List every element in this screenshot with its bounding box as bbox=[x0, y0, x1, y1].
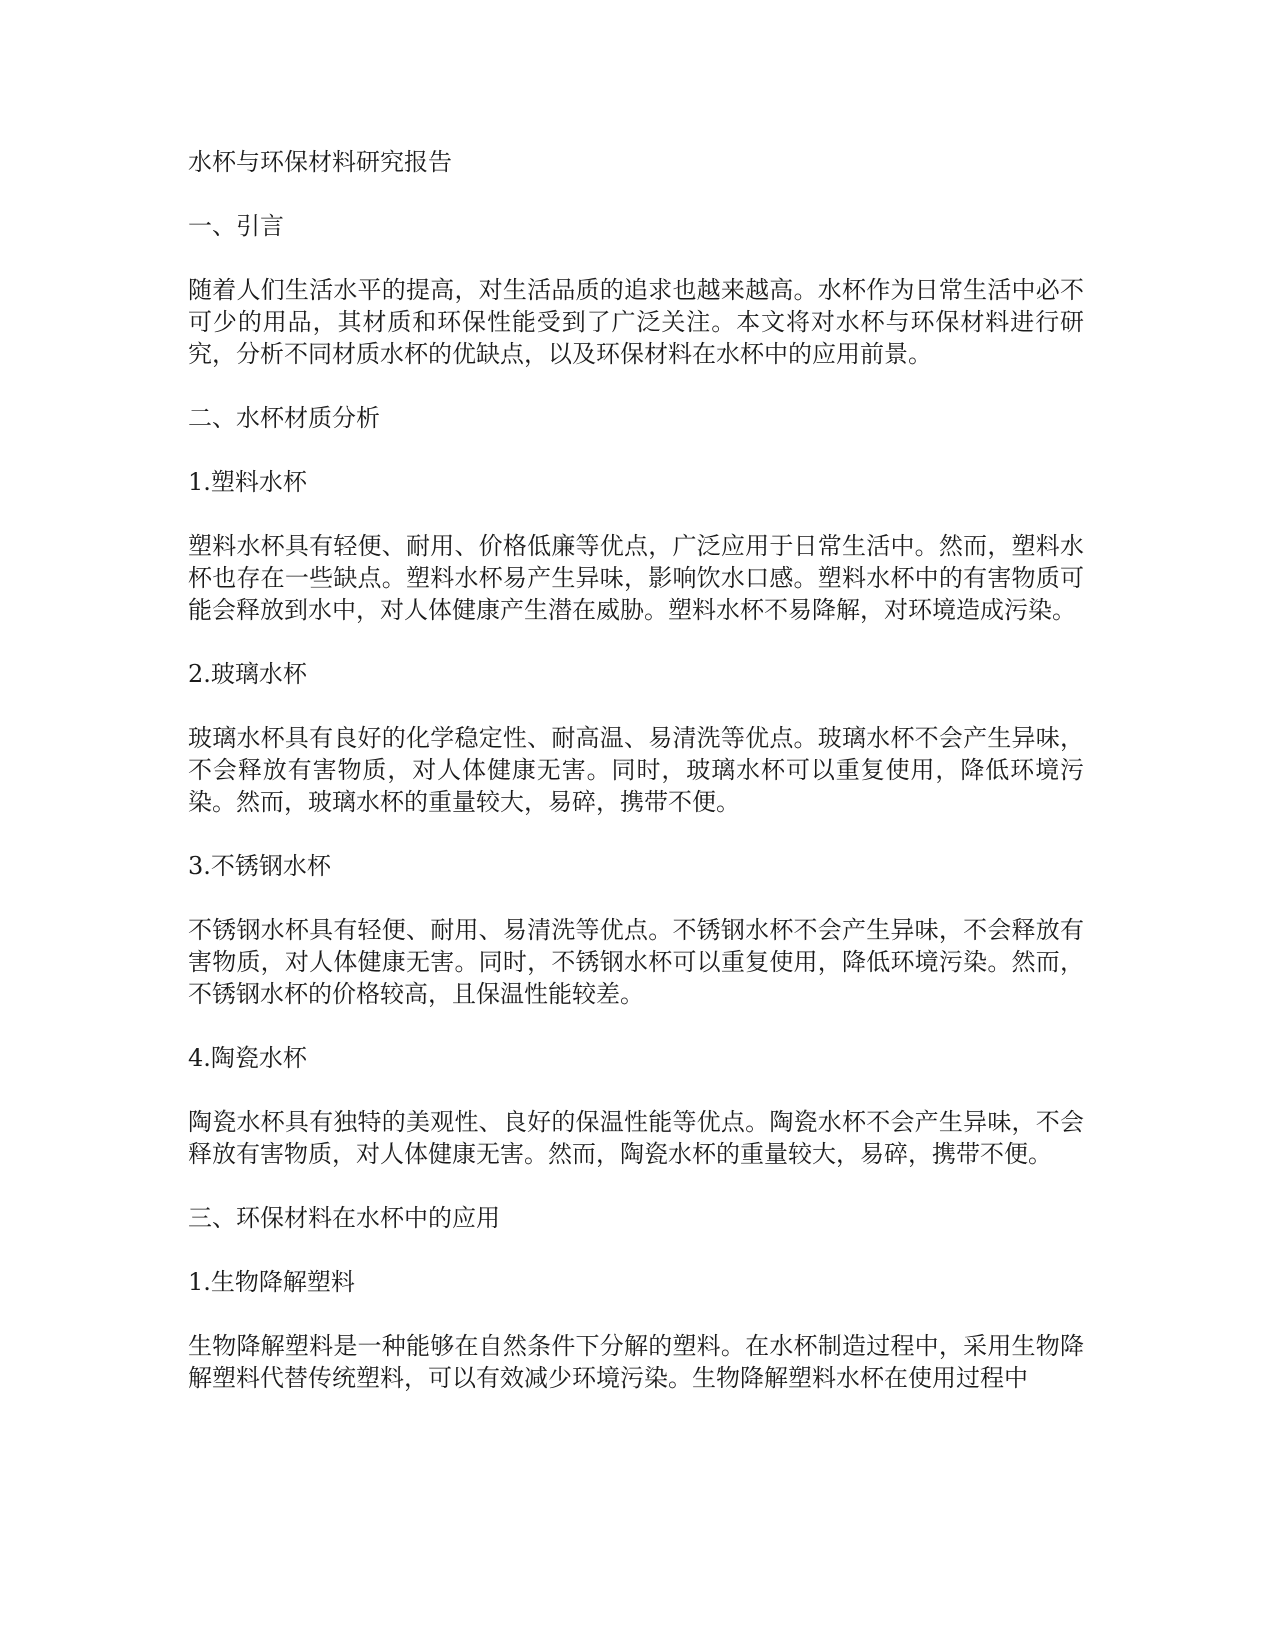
section-heading-material-analysis: 二、水杯材质分析 bbox=[188, 404, 380, 432]
paragraph-introduction: 随着人们生活水平的提高，对生活品质的追求也越来越高。水杯作为日常生活中必不可少的用品，其材质和环保性能受到了广泛关注。本文将对水杯与环保材料进行研究，分析不同材质水杯的优缺点，以及环保材料在水杯中的应用前景。 bbox=[188, 276, 1084, 368]
paragraph-steel-cup: 不锈钢水杯具有轻便、耐用、易清洗等优点。不锈钢水杯不会产生异味，不会释放有害物质，对人体健康无害。同时，不锈钢水杯可以重复使用，降低环境污染。然而，不锈钢水杯的价格较高，且保温性能较差。 bbox=[188, 916, 1084, 1008]
document-title: 水杯与环保材料研究报告 bbox=[188, 148, 452, 176]
subheading-plastic-cup: 1.塑料水杯 bbox=[188, 468, 307, 496]
section-heading-introduction: 一、引言 bbox=[188, 212, 284, 240]
paragraph-plastic-cup: 塑料水杯具有轻便、耐用、价格低廉等优点，广泛应用于日常生活中。然而，塑料水杯也存在一些缺点。塑料水杯易产生异味，影响饮水口感。塑料水杯中的有害物质可能会释放到水中，对人体健康产生潜在威胁。塑料水杯不易降解，对环境造成污染。 bbox=[188, 532, 1084, 624]
paragraph-biodegradable-plastic: 生物降解塑料是一种能够在自然条件下分解的塑料。在水杯制造过程中，采用生物降解塑料代替传统塑料，可以有效减少环境污染。生物降解塑料水杯在使用过程中 bbox=[188, 1332, 1084, 1392]
subheading-ceramic-cup: 4.陶瓷水杯 bbox=[188, 1044, 307, 1072]
paragraph-glass-cup: 玻璃水杯具有良好的化学稳定性、耐高温、易清洗等优点。玻璃水杯不会产生异味，不会释放有害物质，对人体健康无害。同时，玻璃水杯可以重复使用，降低环境污染。然而，玻璃水杯的重量较大，易碎，携带不便。 bbox=[188, 724, 1084, 816]
subheading-glass-cup: 2.玻璃水杯 bbox=[188, 660, 307, 688]
subheading-biodegradable-plastic: 1.生物降解塑料 bbox=[188, 1268, 355, 1296]
section-heading-eco-materials: 三、环保材料在水杯中的应用 bbox=[188, 1204, 500, 1232]
subheading-steel-cup: 3.不锈钢水杯 bbox=[188, 852, 331, 880]
paragraph-ceramic-cup: 陶瓷水杯具有独特的美观性、良好的保温性能等优点。陶瓷水杯不会产生异味，不会释放有害物质，对人体健康无害。然而，陶瓷水杯的重量较大，易碎，携带不便。 bbox=[188, 1108, 1084, 1168]
document-body bbox=[188, 146, 1084, 1426]
